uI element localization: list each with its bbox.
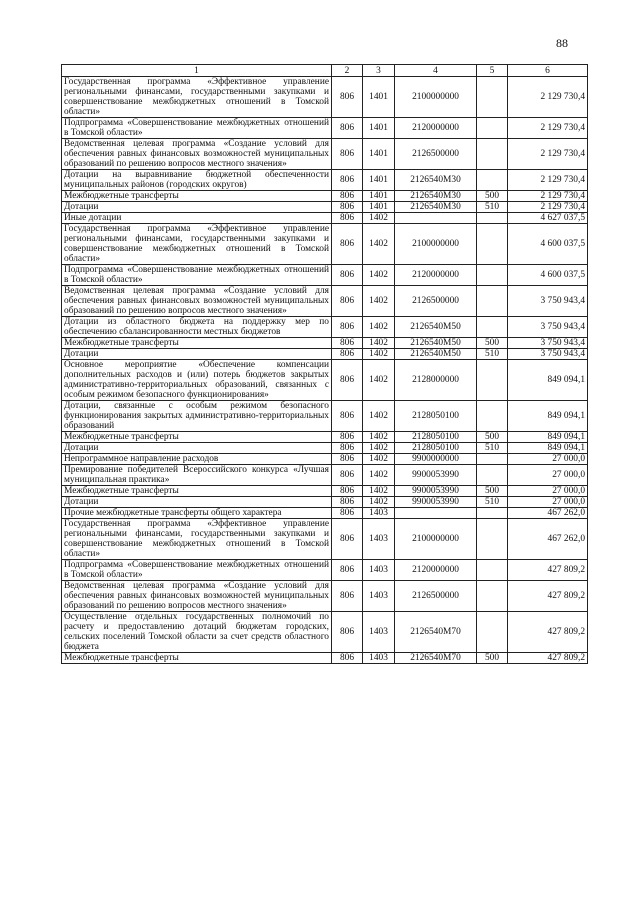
column-header-2: 2 [332, 65, 363, 77]
description-cell: Премирование победителей Всероссийского конкурса «Лучшая муниципальная практика» [62, 465, 332, 486]
expense-type-cell [477, 118, 508, 139]
table-row [62, 454, 588, 465]
amount-cell: 27 000,0 [508, 465, 588, 486]
description-cell: Государственная программа «Эффективное управление региональными финансами, государственными закупками и совершенствование межбюджетных отношений в Томской области» [62, 519, 332, 560]
amount-cell: 849 094,1 [508, 401, 588, 432]
target-article-cell: 2126540М30 [395, 191, 477, 202]
table-row [62, 317, 588, 338]
target-article-cell: 2120000000 [395, 560, 477, 581]
table-row [62, 465, 588, 486]
expense-type-cell [477, 401, 508, 432]
amount-cell: 27 000,0 [508, 497, 588, 508]
target-article-cell: 2126540М50 [395, 338, 477, 349]
ministry-code-cell: 806 [332, 653, 363, 664]
target-article-cell: 9900053990 [395, 465, 477, 486]
table-row [62, 202, 588, 213]
target-article-cell: 2126500000 [395, 581, 477, 612]
table-row [62, 349, 588, 360]
section-code-cell: 1402 [363, 349, 395, 360]
amount-cell: 3 750 943,4 [508, 338, 588, 349]
target-article-cell: 9900000000 [395, 454, 477, 465]
table-row [62, 508, 588, 519]
description-cell: Ведомственная целевая программа «Создание условий для обеспечения равных финансовых возможностей муниципальных образований по решению вопросов местного значения» [62, 286, 332, 317]
amount-cell: 2 129 730,4 [508, 139, 588, 170]
amount-cell: 427 809,2 [508, 560, 588, 581]
expense-type-cell [477, 213, 508, 224]
amount-cell: 2 129 730,4 [508, 191, 588, 202]
target-article-cell: 2126540М70 [395, 612, 477, 653]
target-article-cell: 2126540М50 [395, 317, 477, 338]
amount-cell: 427 809,2 [508, 581, 588, 612]
expense-type-cell [477, 581, 508, 612]
section-code-cell: 1402 [363, 265, 395, 286]
ministry-code-cell: 806 [332, 77, 363, 118]
expense-type-cell [477, 519, 508, 560]
ministry-code-cell: 806 [332, 191, 363, 202]
table-row [62, 401, 588, 432]
ministry-code-cell: 806 [332, 508, 363, 519]
amount-cell: 2 129 730,4 [508, 77, 588, 118]
amount-cell: 2 129 730,4 [508, 202, 588, 213]
target-article-cell: 9900053990 [395, 486, 477, 497]
amount-cell: 467 262,0 [508, 519, 588, 560]
section-code-cell: 1401 [363, 170, 395, 191]
column-header-6: 6 [508, 65, 588, 77]
description-cell: Межбюджетные трансферты [62, 432, 332, 443]
table-row [62, 77, 588, 118]
ministry-code-cell: 806 [332, 432, 363, 443]
description-cell: Дотации [62, 443, 332, 454]
amount-cell: 27 000,0 [508, 454, 588, 465]
expense-type-cell [477, 170, 508, 191]
section-code-cell: 1402 [363, 338, 395, 349]
section-code-cell: 1403 [363, 508, 395, 519]
ministry-code-cell: 806 [332, 317, 363, 338]
ministry-code-cell: 806 [332, 497, 363, 508]
column-header-5: 5 [477, 65, 508, 77]
table-row [62, 653, 588, 664]
expense-type-cell [477, 560, 508, 581]
target-article-cell: 2100000000 [395, 77, 477, 118]
section-code-cell: 1401 [363, 191, 395, 202]
description-cell: Межбюджетные трансферты [62, 338, 332, 349]
expense-type-cell [477, 224, 508, 265]
section-code-cell: 1402 [363, 497, 395, 508]
description-cell: Межбюджетные трансферты [62, 191, 332, 202]
expense-type-cell [477, 286, 508, 317]
section-code-cell: 1401 [363, 202, 395, 213]
section-code-cell: 1402 [363, 465, 395, 486]
table-row [62, 443, 588, 454]
description-cell: Иные дотации [62, 213, 332, 224]
target-article-cell: 2128050100 [395, 443, 477, 454]
ministry-code-cell: 806 [332, 286, 363, 317]
section-code-cell: 1403 [363, 519, 395, 560]
expense-type-cell: 500 [477, 486, 508, 497]
section-code-cell: 1402 [363, 213, 395, 224]
target-article-cell: 2128000000 [395, 360, 477, 401]
expense-type-cell [477, 454, 508, 465]
description-cell: Дотации из областного бюджета на поддержку мер по обеспечению сбалансированности местных бюджетов [62, 317, 332, 338]
ministry-code-cell: 806 [332, 581, 363, 612]
expense-type-cell: 500 [477, 338, 508, 349]
budget-table [61, 64, 588, 664]
target-article-cell: 9900053990 [395, 497, 477, 508]
amount-cell: 2 129 730,4 [508, 118, 588, 139]
target-article-cell: 2128050100 [395, 432, 477, 443]
header-row [62, 65, 588, 77]
amount-cell: 2 129 730,4 [508, 170, 588, 191]
expense-type-cell [477, 317, 508, 338]
description-cell: Дотации [62, 349, 332, 360]
ministry-code-cell: 806 [332, 401, 363, 432]
section-code-cell: 1402 [363, 401, 395, 432]
target-article-cell: 2126500000 [395, 139, 477, 170]
ministry-code-cell: 806 [332, 139, 363, 170]
expense-type-cell [477, 139, 508, 170]
expense-type-cell [477, 465, 508, 486]
target-article-cell: 2126540М30 [395, 202, 477, 213]
target-article-cell: 2128050100 [395, 401, 477, 432]
table-body [62, 77, 588, 664]
ministry-code-cell: 806 [332, 612, 363, 653]
description-cell: Дотации, связанные с особым режимом безопасного функционирования закрытых административно-территориальных образований [62, 401, 332, 432]
description-cell: Осуществление отдельных государственных полномочий по расчету и предоставлению дотаций бюджетам городских, сельских поселений Томской области за счет средств областного бюджета [62, 612, 332, 653]
description-cell: Дотации на выравнивание бюджетной обеспеченности муниципальных районов (городских округов) [62, 170, 332, 191]
amount-cell: 849 094,1 [508, 432, 588, 443]
expense-type-cell [477, 360, 508, 401]
description-cell: Ведомственная целевая программа «Создание условий для обеспечения равных финансовых возможностей муниципальных образований по решению вопросов местного значения» [62, 139, 332, 170]
target-article-cell: 2100000000 [395, 224, 477, 265]
ministry-code-cell: 806 [332, 486, 363, 497]
table-row [62, 497, 588, 508]
section-code-cell: 1401 [363, 139, 395, 170]
section-code-cell: 1403 [363, 612, 395, 653]
expense-type-cell: 500 [477, 653, 508, 664]
table-row [62, 213, 588, 224]
table-row [62, 170, 588, 191]
table-row [62, 224, 588, 265]
section-code-cell: 1401 [363, 118, 395, 139]
amount-cell: 849 094,1 [508, 360, 588, 401]
target-article-cell: 2126500000 [395, 286, 477, 317]
section-code-cell: 1402 [363, 486, 395, 497]
table-row [62, 118, 588, 139]
table-header [62, 65, 588, 77]
expense-type-cell: 510 [477, 202, 508, 213]
amount-cell: 27 000,0 [508, 486, 588, 497]
ministry-code-cell: 806 [332, 349, 363, 360]
ministry-code-cell: 806 [332, 338, 363, 349]
target-article-cell: 2126540М30 [395, 170, 477, 191]
description-cell: Подпрограмма «Совершенствование межбюджетных отношений в Томской области» [62, 560, 332, 581]
table-row [62, 519, 588, 560]
ministry-code-cell: 806 [332, 465, 363, 486]
ministry-code-cell: 806 [332, 519, 363, 560]
description-cell: Межбюджетные трансферты [62, 653, 332, 664]
section-code-cell: 1402 [363, 317, 395, 338]
ministry-code-cell: 806 [332, 170, 363, 191]
expense-type-cell: 510 [477, 349, 508, 360]
amount-cell: 4 600 037,5 [508, 224, 588, 265]
section-code-cell: 1401 [363, 77, 395, 118]
target-article-cell: 2126540М70 [395, 653, 477, 664]
expense-type-cell [477, 265, 508, 286]
description-cell: Основное мероприятие «Обеспечение компенсации дополнительных расходов и (или) потерь бюджетов закрытых административно-территориальных образований, связанных с особым режимом безопасного функционирования» [62, 360, 332, 401]
description-cell: Непрограммное направление расходов [62, 454, 332, 465]
ministry-code-cell: 806 [332, 360, 363, 401]
table-row [62, 139, 588, 170]
ministry-code-cell: 806 [332, 265, 363, 286]
amount-cell: 849 094,1 [508, 443, 588, 454]
section-code-cell: 1403 [363, 560, 395, 581]
ministry-code-cell: 806 [332, 560, 363, 581]
ministry-code-cell: 806 [332, 454, 363, 465]
expense-type-cell: 500 [477, 432, 508, 443]
table-row [62, 286, 588, 317]
description-cell: Государственная программа «Эффективное управление региональными финансами, государственными закупками и совершенствование межбюджетных отношений в Томской области» [62, 224, 332, 265]
description-cell: Прочие межбюджетные трансферты общего характера [62, 508, 332, 519]
target-article-cell: 2126540М50 [395, 349, 477, 360]
section-code-cell: 1402 [363, 443, 395, 454]
ministry-code-cell: 806 [332, 224, 363, 265]
column-header-1: 1 [62, 65, 332, 77]
amount-cell: 4 600 037,5 [508, 265, 588, 286]
target-article-cell: 2120000000 [395, 265, 477, 286]
section-code-cell: 1402 [363, 286, 395, 317]
expense-type-cell: 510 [477, 443, 508, 454]
description-cell: Государственная программа «Эффективное управление региональными финансами, государственными закупками и совершенствование межбюджетных отношений в Томской области» [62, 77, 332, 118]
column-header-3: 3 [363, 65, 395, 77]
target-article-cell [395, 508, 477, 519]
section-code-cell: 1402 [363, 432, 395, 443]
ministry-code-cell: 806 [332, 443, 363, 454]
section-code-cell: 1403 [363, 653, 395, 664]
table-row [62, 360, 588, 401]
description-cell: Ведомственная целевая программа «Создание условий для обеспечения равных финансовых возможностей муниципальных образований по решению вопросов местного значения» [62, 581, 332, 612]
target-article-cell: 2100000000 [395, 519, 477, 560]
table-row [62, 338, 588, 349]
amount-cell: 3 750 943,4 [508, 286, 588, 317]
page-number: 88 [556, 36, 568, 50]
table-row [62, 265, 588, 286]
section-code-cell: 1403 [363, 581, 395, 612]
section-code-cell: 1402 [363, 360, 395, 401]
amount-cell: 4 627 037,5 [508, 213, 588, 224]
expense-type-cell: 500 [477, 191, 508, 202]
description-cell: Дотации [62, 202, 332, 213]
expense-type-cell [477, 77, 508, 118]
amount-cell: 427 809,2 [508, 653, 588, 664]
expense-type-cell: 510 [477, 497, 508, 508]
table-row [62, 432, 588, 443]
table-row [62, 191, 588, 202]
description-cell: Дотации [62, 497, 332, 508]
amount-cell: 467 262,0 [508, 508, 588, 519]
ministry-code-cell: 806 [332, 213, 363, 224]
table-row [62, 560, 588, 581]
expense-type-cell [477, 508, 508, 519]
description-cell: Подпрограмма «Совершенствование межбюджетных отношений в Томской области» [62, 118, 332, 139]
description-cell: Подпрограмма «Совершенствование межбюджетных отношений в Томской области» [62, 265, 332, 286]
section-code-cell: 1402 [363, 454, 395, 465]
ministry-code-cell: 806 [332, 118, 363, 139]
table-row [62, 612, 588, 653]
table-row [62, 581, 588, 612]
target-article-cell: 2120000000 [395, 118, 477, 139]
amount-cell: 427 809,2 [508, 612, 588, 653]
target-article-cell [395, 213, 477, 224]
description-cell: Межбюджетные трансферты [62, 486, 332, 497]
section-code-cell: 1402 [363, 224, 395, 265]
ministry-code-cell: 806 [332, 202, 363, 213]
column-header-4: 4 [395, 65, 477, 77]
amount-cell: 3 750 943,4 [508, 317, 588, 338]
expense-type-cell [477, 612, 508, 653]
amount-cell: 3 750 943,4 [508, 349, 588, 360]
table-row [62, 486, 588, 497]
